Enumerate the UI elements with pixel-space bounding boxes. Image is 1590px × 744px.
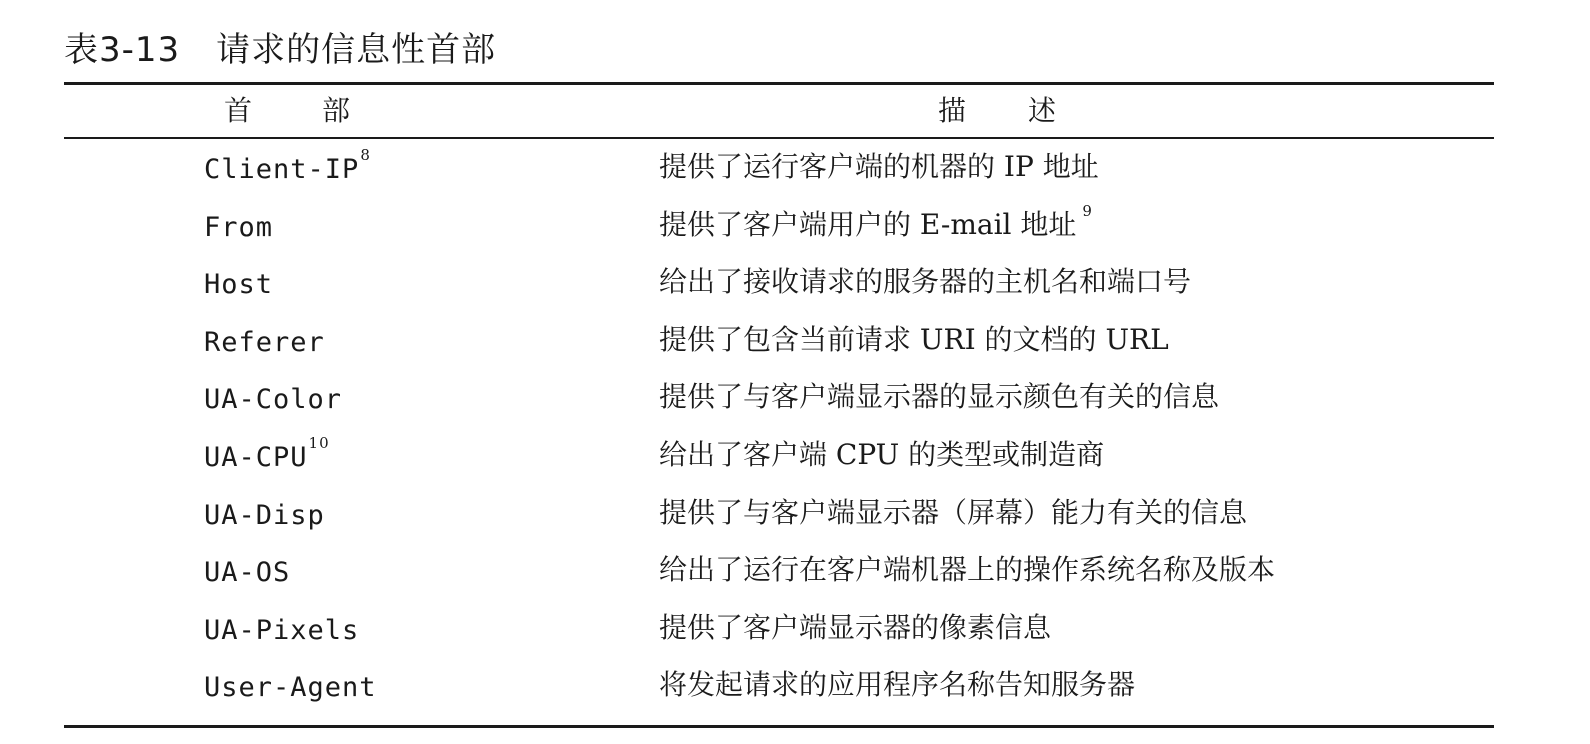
header-description: 提供了客户端用户的 E-mail 地址 $^9$ xyxy=(659,201,1092,241)
bottom-rule xyxy=(64,725,1494,728)
header-name: From xyxy=(204,211,274,243)
table-row xyxy=(64,600,1494,658)
table-row xyxy=(64,197,1494,255)
table-body xyxy=(64,139,1494,725)
header-description: 给出了接收请求的服务器的主机名和端口号 xyxy=(659,265,1192,299)
table-row xyxy=(64,485,1494,543)
header-name: Client-$IP^8$ xyxy=(204,146,371,185)
table-row xyxy=(64,657,1494,715)
header-name: Referer xyxy=(204,326,325,358)
table-row xyxy=(64,542,1494,600)
header-name: Host xyxy=(204,269,274,301)
table-number: 表3-13 xyxy=(64,29,181,70)
header-name: UA-OS xyxy=(204,557,291,589)
header-name: User-Agent xyxy=(204,672,377,704)
header-description: 提供了运行客户端的机器的 IP 地址 xyxy=(659,150,1099,183)
table-row xyxy=(64,312,1494,370)
header-description: 将发起请求的应用程序名称告知服务器 xyxy=(659,668,1136,702)
column-header-row xyxy=(64,85,1494,137)
header-name: UA-Pixels xyxy=(204,614,360,646)
footnote-ref: 9 xyxy=(1082,201,1092,220)
table-title: 请求的信息性首部 xyxy=(216,29,497,70)
header-description: 提供了包含当前请求 URI 的文档的 URL xyxy=(659,322,1169,356)
column-header-header: 首部 xyxy=(224,94,421,127)
table-row xyxy=(64,254,1494,312)
header-description: 提供了客户端显示器的像素信息 xyxy=(659,610,1052,644)
footnote-ref: 10 xyxy=(308,433,330,452)
header-description: 提供了与客户端显示器的显示颜色有关的信息 xyxy=(659,380,1220,414)
column-header-description: 描述 xyxy=(938,94,1119,127)
table-row xyxy=(64,427,1494,485)
header-description: 提供了与客户端显示器（屏幕）能力有关的信息 xyxy=(659,495,1248,529)
table-caption xyxy=(64,18,496,74)
header-name: UA-Color xyxy=(204,384,343,416)
header-name: UA-CPU$^{10}$ xyxy=(204,433,330,473)
footnote-ref: 8 xyxy=(360,146,371,164)
header-description: 给出了客户端 CPU 的类型或制造商 xyxy=(659,437,1105,471)
header-description: 给出了运行在客户端机器上的操作系统名称及版本 xyxy=(659,553,1276,587)
headers-table xyxy=(64,82,1494,728)
table-row xyxy=(64,139,1494,197)
header-name: UA-Disp xyxy=(204,499,325,531)
table-row xyxy=(64,369,1494,427)
